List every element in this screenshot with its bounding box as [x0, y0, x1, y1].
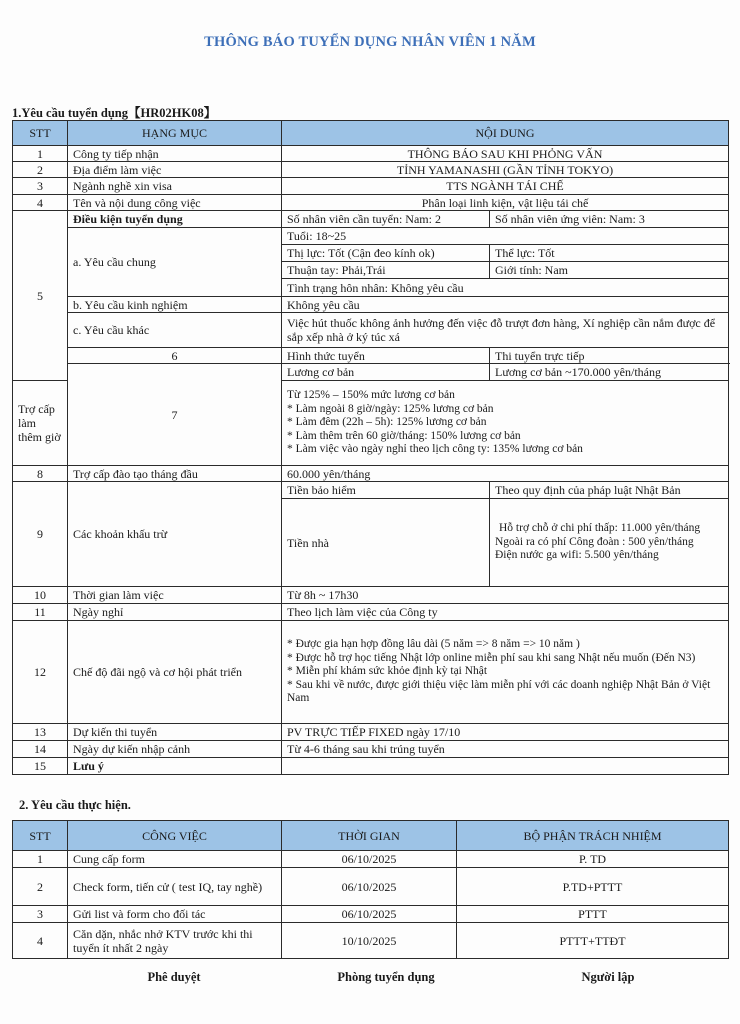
tasks-table	[12, 820, 729, 959]
benefits-details: * Được gia hạn hợp đồng lâu dài (5 năm => 8 năm => 10 năm ) * Được hỗ trợ học tiếng Nhật lớp online miễn phí sau khi sang Nhật nếu muốn (Đến N3) * Miễn phí khám sức khỏe định kỳ tại Nhật * Sau khi về nước, được giới thiệu việc làm miễn phí với các doanh nghiệp Nhật Bản ở Việt Nam	[282, 621, 729, 724]
table-row: 6 Hình thức tuyển Thi tuyển trực tiếp	[13, 348, 729, 364]
housing-details: Hỗ trợ chỗ ở chi phí thấp: 11.000 yên/tháng Ngoài ra có phí Công đoàn : 500 yên/tháng Điện nước ga wifi: 5.500 yên/tháng	[490, 499, 729, 587]
table-row: 15 Lưu ý	[13, 758, 729, 775]
table-row: 14 Ngày dự kiến nhập cảnh Từ 4-6 tháng sau khi trúng tuyển	[13, 741, 729, 758]
table-row: 1 Công ty tiếp nhận THÔNG BÁO SAU KHI PHỎNG VẤN	[13, 146, 729, 162]
table-row: 1 Cung cấp form 06/10/2025 P. TD	[13, 851, 729, 868]
condition-label: Điều kiện tuyển dụng	[68, 211, 282, 228]
table-row: 8 Trợ cấp đào tạo tháng đầu 60.000 yên/tháng	[13, 466, 729, 482]
section-1-heading: 1.Yêu cầu tuyển dụng【HR02HK08】	[12, 106, 217, 120]
section-2-heading: 2. Yêu cầu thực hiện.	[19, 798, 131, 812]
table-row: 13 Dự kiến thi tuyển PV TRỰC TIẾP FIXED ngày 17/10	[13, 724, 729, 741]
header-item: HẠNG MỤC	[68, 121, 282, 146]
recruit-count: Số nhân viên cần tuyển: Nam: 2	[282, 211, 490, 228]
requirements-table: STT HẠNG MỤC NỘI DUNG 1 Công ty tiếp nhận THÔNG BÁO SAU KHI PHỎNG VẤN 2 Địa điểm làm việc TỈNH YAMANASHI (GẦN TỈNH TOKYO) 3 Ngành nghề xin visa TTS NGÀNH TÁI CHẾ 4 Tên và nội dung công việc Phân loại linh kiện, vật liệu tái chế 5 Điều kiện tuyển dụng Số nhân viên cần tuyển: Nam: 2 Số nhân viên ứng viên: Nam: 3 a. Yêu cầu chung Tuổi: 18~25 Thị lực: Tốt (Cận đeo kính ok) Thể lực: Tốt Thuận tay: Phải,Trái Giới tính: Nam Tình trạng hôn nhân: Không yêu cầu b. Yêu cầu kinh nghiệm Không yêu cầu c. Yêu cầu khác Việc hút thuốc không ảnh hưởng đến việc đỗ trượt đơn hàng, Xí nghiệp cần nắm được để sắp xếp nhà ở ký túc xá 6 Hình thức tuyển Thi tuyển trực tiếp 7 Lương cơ bản Lương cơ bản ~170.000 yên/tháng Trợ cấp làm thêm giờ Từ 125% – 150% mức lương cơ bản * Làm ngoài 8 giờ/ngày: 125% lương cơ bản * Làm đêm (22h – 5h): 125% lương cơ bản * Làm thêm trên 60 giờ/tháng: 150% lương cơ bản * Làm việc vào ngày nghỉ theo lịch công ty: 135% lương cơ bản 8 Trợ cấp đào tạo tháng đầu 60.000 yên/tháng 9 Các khoản khấu trừ Tiền bảo hiểm Theo quy định của pháp luật Nhật Bản Tiền nhà Hỗ trợ chỗ ở chi phí thấp: 11.000 yên/tháng Ngoài ra có phí Công đoàn : 500 yên/tháng Điện nước ga wifi: 5.500 yên/tháng 10 Thời gian làm việc Từ 8h ~ 17h30 11 Ngày nghỉ Theo lịch làm việc của Công ty 12 Chế độ đãi ngộ và cơ hội phát triển * Được gia hạn hợp đồng lâu dài (5 năm => 8 năm => 10 năm ) * Được hỗ trợ học tiếng Nhật lớp online miễn phí sau khi sang Nhật nếu muốn (Đến N3) * Miễn phí khám sức khỏe định kỳ tại Nhật * Sau khi về nước, được giới thiệu việc làm miễn phí với các doanh nghiệp Nhật Bản ở Việt Nam 13 Dự kiến thi tuyển PV TRỰC TIẾP FIXED ngày 17/10 14 Ngày dự kiến nhập cảnh Từ 4-6 tháng sau khi trúng tuyển 15 Lưu ý	[12, 120, 729, 775]
table-row: 9 Các khoản khấu trừ Tiền bảo hiểm Theo quy định của pháp luật Nhật Bản	[13, 482, 729, 499]
table-row: 10 Thời gian làm việc Từ 8h ~ 17h30	[13, 587, 729, 604]
table-row: 4 Tên và nội dung công việc Phân loại linh kiện, vật liệu tái chế	[13, 195, 729, 211]
table-row: 3 Gửi list và form cho đối tác 06/10/2025 PTTT	[13, 906, 729, 923]
table-row: 2 Địa điểm làm việc TỈNH YAMANASHI (GẦN TỈNH TOKYO)	[13, 162, 729, 178]
table-row: 2 Check form, tiến cử ( test IQ, tay nghề) 06/10/2025 P.TD+PTTT	[13, 868, 729, 906]
signature-approve: Phê duyệt	[147, 970, 201, 984]
table-row: 12 Chế độ đãi ngộ và cơ hội phát triển * Được gia hạn hợp đồng lâu dài (5 năm => 8 năm => 10 năm ) * Được hỗ trợ học tiếng Nhật lớp online miễn phí sau khi sang Nhật nếu muốn (Đến N3) * Miễn phí khám sức khỏe định kỳ tại Nhật * Sau khi về nước, được giới thiệu việc làm miễn phí với các doanh nghiệp Nhật Bản ở Việt Nam	[13, 621, 729, 724]
header-content: NỘI DUNG	[282, 121, 729, 146]
table-row: 4 Căn dặn, nhắc nhở KTV trước khi thi tuyển ít nhất 2 ngày 10/10/2025 PTTT+TTĐT	[13, 923, 729, 959]
table-header-row: STT CÔNG VIỆC THỜI GIAN BỘ PHẬN TRÁCH NHIỆM	[13, 821, 729, 851]
overtime-details: Từ 125% – 150% mức lương cơ bản * Làm ngoài 8 giờ/ngày: 125% lương cơ bản * Làm đêm (22h – 5h): 125% lương cơ bản * Làm thêm trên 60 giờ/tháng: 150% lương cơ bản * Làm việc vào ngày nghỉ theo lịch công ty: 135% lương cơ bản	[282, 381, 729, 466]
signature-creator: Người lập	[581, 970, 635, 984]
table-header-row	[13, 121, 729, 146]
applicant-count: Số nhân viên ứng viên: Nam: 3	[490, 211, 729, 228]
table-row: 3 Ngành nghề xin visa TTS NGÀNH TÁI CHẾ	[13, 178, 729, 195]
table-row: 11 Ngày nghỉ Theo lịch làm việc của Công ty	[13, 604, 729, 621]
header-stt: STT	[13, 121, 68, 146]
document-title: THÔNG BÁO TUYỂN DỤNG NHÂN VIÊN 1 NĂM	[204, 34, 536, 50]
table-row: 5 Điều kiện tuyển dụng Số nhân viên cần tuyển: Nam: 2 Số nhân viên ứng viên: Nam: 3	[13, 211, 729, 228]
general-requirements-label: a. Yêu cầu chung	[68, 228, 282, 297]
table-row: 7 Lương cơ bản Lương cơ bản ~170.000 yên/tháng	[13, 364, 729, 381]
signature-recruitment: Phòng tuyển dụng	[337, 970, 435, 984]
